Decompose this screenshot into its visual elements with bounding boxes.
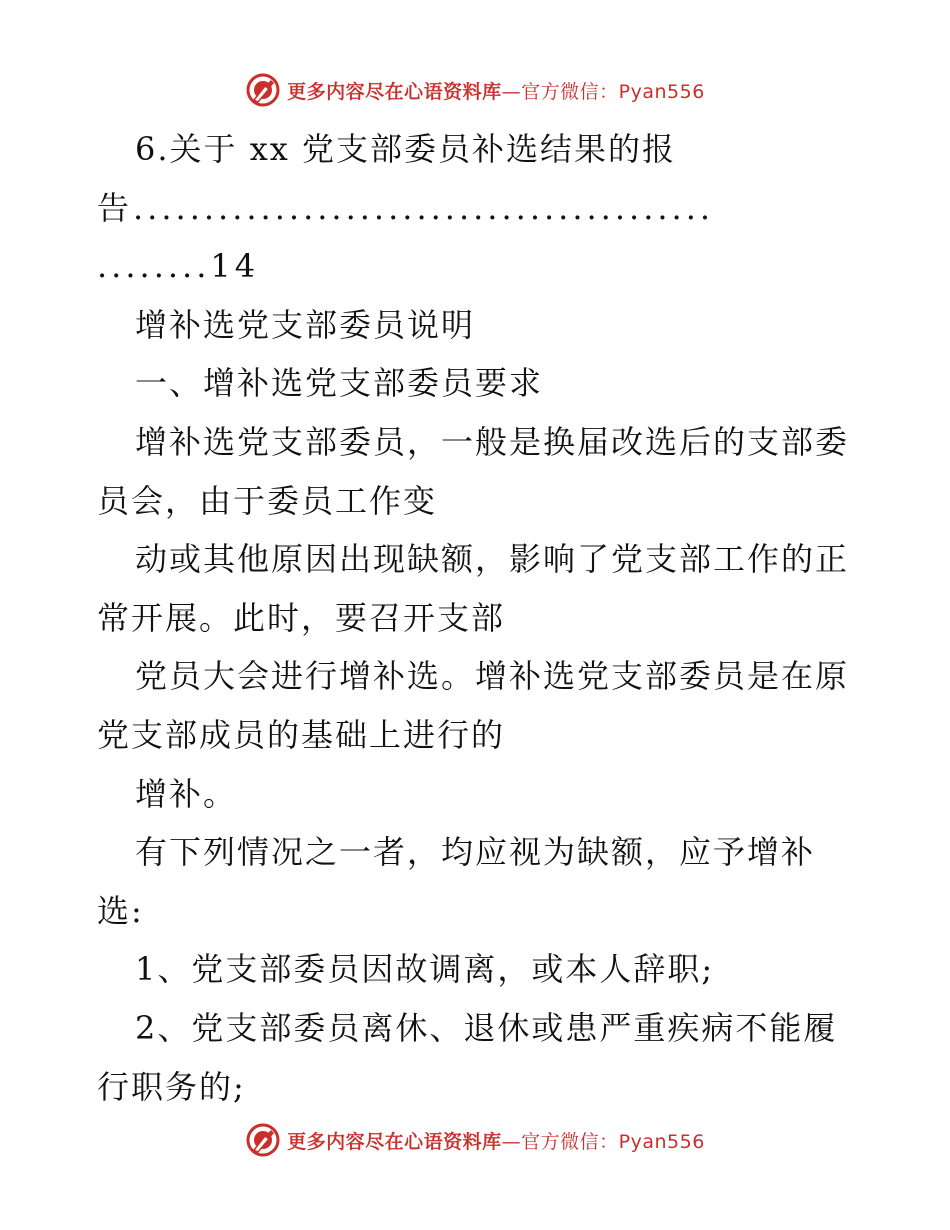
- doc-line-3: ........14: [97, 247, 260, 286]
- doc-line-10: 党员大会进行增补选。增补选党支部委员是在原: [135, 657, 850, 696]
- doc-line-7: 员会，由于委员工作变: [97, 481, 438, 520]
- list-item-2: 2、党支部委员离休、退休或患严重疾病不能履: [135, 1008, 838, 1047]
- doc-line-11: 党支部成员的基础上进行的: [97, 715, 506, 754]
- doc-line-2: 告.........................................: [97, 188, 715, 227]
- list-item-2-cont: 行职务的;: [97, 1067, 246, 1106]
- doc-line-1: 6.关于 xx 党支部委员补选结果的报: [135, 130, 676, 168]
- subsection-heading: 一、增补选党支部委员要求: [135, 364, 544, 403]
- doc-line-9: 常开展。此时，要召开支部: [97, 598, 506, 637]
- pen-circle-logo-icon: [245, 1122, 281, 1158]
- watermark-text: 更多内容尽在心语资料库—官方微信：Pyan556: [287, 1130, 705, 1153]
- doc-line-12: 增补。: [135, 774, 238, 813]
- doc-line-14: 选:: [97, 891, 144, 930]
- list-item-1: 1、党支部委员因故调离，或本人辞职;: [135, 950, 715, 989]
- pen-circle-logo-icon: [245, 72, 281, 108]
- section-title: 增补选党支部委员说明: [135, 305, 476, 344]
- document-body: [97, 120, 857, 1116]
- watermark-text: 更多内容尽在心语资料库—官方微信：Pyan556: [287, 80, 705, 103]
- watermark-banner-top: [0, 70, 950, 110]
- doc-line-6: 增补选党支部委员，一般是换届改选后的支部委: [135, 422, 850, 461]
- doc-line-13: 有下列情况之一者，均应视为缺额，应予增补: [135, 833, 816, 872]
- doc-line-8: 动或其他原因出现缺额，影响了党支部工作的正: [135, 540, 850, 579]
- watermark-banner-bottom: [0, 1120, 950, 1160]
